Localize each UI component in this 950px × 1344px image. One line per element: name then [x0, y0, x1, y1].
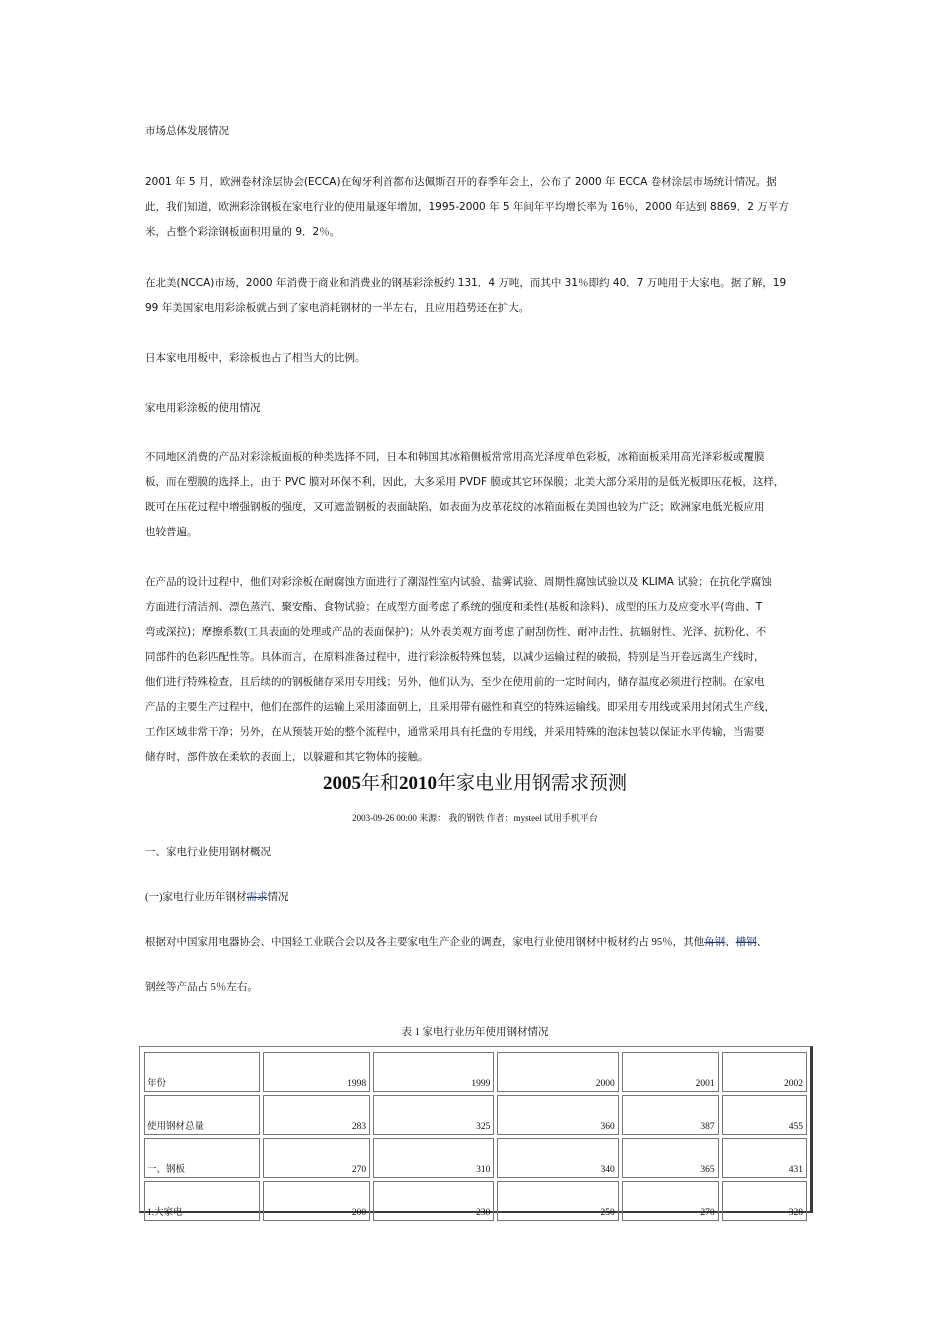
text-line: 他们进行特殊检查，且后续的的钢板储存采用专用线；另外，他们认为，至少在使用前的一定时间内，储存温度必须进行控制。在家电: [145, 676, 765, 688]
strikethrough-link-angle-steel[interactable]: 角钢: [704, 937, 726, 948]
table-cell: 387: [622, 1095, 719, 1135]
title-text: 年和: [360, 773, 399, 794]
article-title: [0, 768, 950, 795]
table-cell: 1999: [373, 1052, 494, 1092]
table-cell: 325: [373, 1095, 494, 1135]
table-caption: 表 1 家电行业历年使用钢材情况: [401, 1027, 549, 1038]
table-cell: 283: [263, 1095, 370, 1135]
table-cell: 328: [722, 1181, 807, 1221]
text-line: 板，而在塑膜的选择上，由于 PVC 膜对环保不利，因此，大多采用 PVDF 膜或其它环保膜；北美大部分采用的是低光板即压花板，这样，: [145, 476, 785, 488]
table-row: [144, 1052, 807, 1092]
paragraph-regional-choice: [145, 445, 809, 545]
text-line: 产品的主要生产过程中，他们在部件的运输上采用漆面朝上，且采用带有磁性和真空的特殊运输线。即采用专用线或采用封闭式生产线，: [145, 701, 775, 713]
paragraph-text: 、: [756, 937, 768, 948]
title-year-2005: 2005: [322, 773, 361, 794]
table-cell: 431: [722, 1138, 807, 1178]
paragraph-ecca: [145, 170, 809, 245]
text-line: 储存时，部件放在柔软的表面上，以躲避和其它物体的接触。: [145, 751, 429, 763]
table-cell: 270: [622, 1181, 719, 1221]
text-line: 99 年美国家电用彩涂板就占到了家电消耗钢材的一半左右，且应用趋势还在扩大。: [145, 302, 530, 314]
row-label: 年份: [144, 1052, 260, 1092]
article-heading-1: 一、家电行业使用钢材概况: [145, 847, 271, 858]
row-label: 使用钢材总量: [144, 1095, 260, 1135]
row-label: 1.大家电: [144, 1181, 260, 1221]
heading-text: (一)家电行业历年钢材: [145, 892, 247, 903]
text-line: 米，占整个彩涂钢板面积用量的 9．2％。: [145, 226, 341, 238]
heading-text: 情况: [267, 892, 289, 903]
table-cell: 340: [497, 1138, 618, 1178]
table-cell: 360: [497, 1095, 618, 1135]
article-paragraph-line-1: [145, 930, 815, 955]
text-line: 不同地区消费的产品对彩涂板面板的种类选择不同，日本和韩国其冰箱侧板常常用高光泽度单色彩板，冰箱面板采用高光泽彩板或覆膜: [145, 451, 765, 463]
table-cell: 250: [497, 1181, 618, 1221]
table-row: [144, 1095, 807, 1135]
article-paragraph-line-2: 钢丝等产品占 5％左右。: [145, 982, 258, 993]
paragraph-text: 、: [725, 937, 736, 948]
row-label: 一、钢板: [144, 1138, 260, 1178]
table-cell: 2001: [622, 1052, 719, 1092]
paragraph-design-process: [145, 570, 809, 770]
article-heading-2: [145, 885, 809, 910]
table-cell: 200: [263, 1181, 370, 1221]
table-row: [144, 1138, 807, 1178]
title-text: 年家电业用钢需求预测: [437, 773, 628, 794]
table-cell: 2002: [722, 1052, 807, 1092]
table-cell: 455: [722, 1095, 807, 1135]
text-line: 弯或深拉)；摩擦系数(工具表面的处理或产品的表面保护)；从外表美观方面考虑了耐刮伤性、耐冲击性、抗辐射性、光泽、抗粉化、不: [145, 626, 767, 638]
strikethrough-link-channel-steel[interactable]: 槽钢: [735, 937, 757, 948]
text-line: 方面进行清洁剂、漂色蒸汽、聚安酯、食物试验；在成型方面考虑了系统的强度和柔性(基板和涂料)、成型的压力及应变水平(弯曲、T: [145, 601, 763, 613]
table-row: [144, 1181, 807, 1221]
steel-usage-table: [139, 1046, 813, 1218]
table-cell: 270: [263, 1138, 370, 1178]
text-line: 工作区域非常干净；另外，在从预装开始的整个流程中，通常采用具有托盘的专用线，并采用特殊的泡沫包装以保证水平传输，当需要: [145, 726, 765, 738]
text-line: 2001 年 5 月，欧洲卷材涂层协会(ECCA)在匈牙利首都布达佩斯召开的春季年会上，公布了 2000 年 ECCA 卷材涂层市场统计情况。据: [145, 176, 777, 188]
table-cell: 1998: [263, 1052, 370, 1092]
text-line: 在北美(NCCA)市场，2000 年消费于商业和消费业的钢基彩涂板约 131．4 万吨，而其中 31％即约 40．7 万吨用于大家电。据了解，19: [145, 277, 787, 289]
paragraph-japan: 日本家电用板中，彩涂板也占了相当大的比例。: [145, 352, 366, 364]
text-line: 此，我们知道，欧洲彩涂钢板在家电行业的使用量逐年增加，1995-2000 年 5 年间年平均增长率为 16％，2000 年达到 8869．2 万平方: [145, 201, 789, 213]
paragraph-ncca: [145, 271, 809, 321]
table-cell: 310: [373, 1138, 494, 1178]
strikethrough-link[interactable]: 需求: [246, 892, 268, 903]
section-heading-usage: 家电用彩涂板的使用情况: [145, 402, 261, 414]
text-line: 既可在压花过程中增强钢板的强度，又可遮盖钢板的表面缺陷，如表面为皮革花纹的冰箱面板在美国也较为广泛；欧洲家电低光板应用: [145, 501, 765, 513]
paragraph-text: 根据对中国家用电器协会、中国轻工业联合会以及各主要家电生产企业的调查，家电行业使用钢材中板材约占 95％，其他: [145, 937, 705, 948]
article-meta: 2003-09-26 00:00 来源： 我的钢铁 作者：mysteel 试用手机平台: [352, 813, 598, 823]
text-line: 也较普遍。: [145, 526, 198, 538]
text-line: 在产品的设计过程中，他们对彩涂板在耐腐蚀方面进行了潮湿性室内试验、盐雾试验、周期性腐蚀试验以及 KLIMA 试验；在抗化学腐蚀: [145, 576, 772, 588]
table-cell: 2000: [497, 1052, 618, 1092]
table-cell: 230: [373, 1181, 494, 1221]
table-grid: [141, 1049, 810, 1224]
text-line: 同部件的色彩匹配性等。具体而言，在原料准备过程中，进行彩涂板特殊包装，以减少运输过程的破损，特别是当开卷远离生产线时，: [145, 651, 765, 663]
table-cell: 365: [622, 1138, 719, 1178]
title-year-2010: 2010: [399, 773, 437, 794]
section-heading-market: 市场总体发展情况: [145, 125, 229, 137]
